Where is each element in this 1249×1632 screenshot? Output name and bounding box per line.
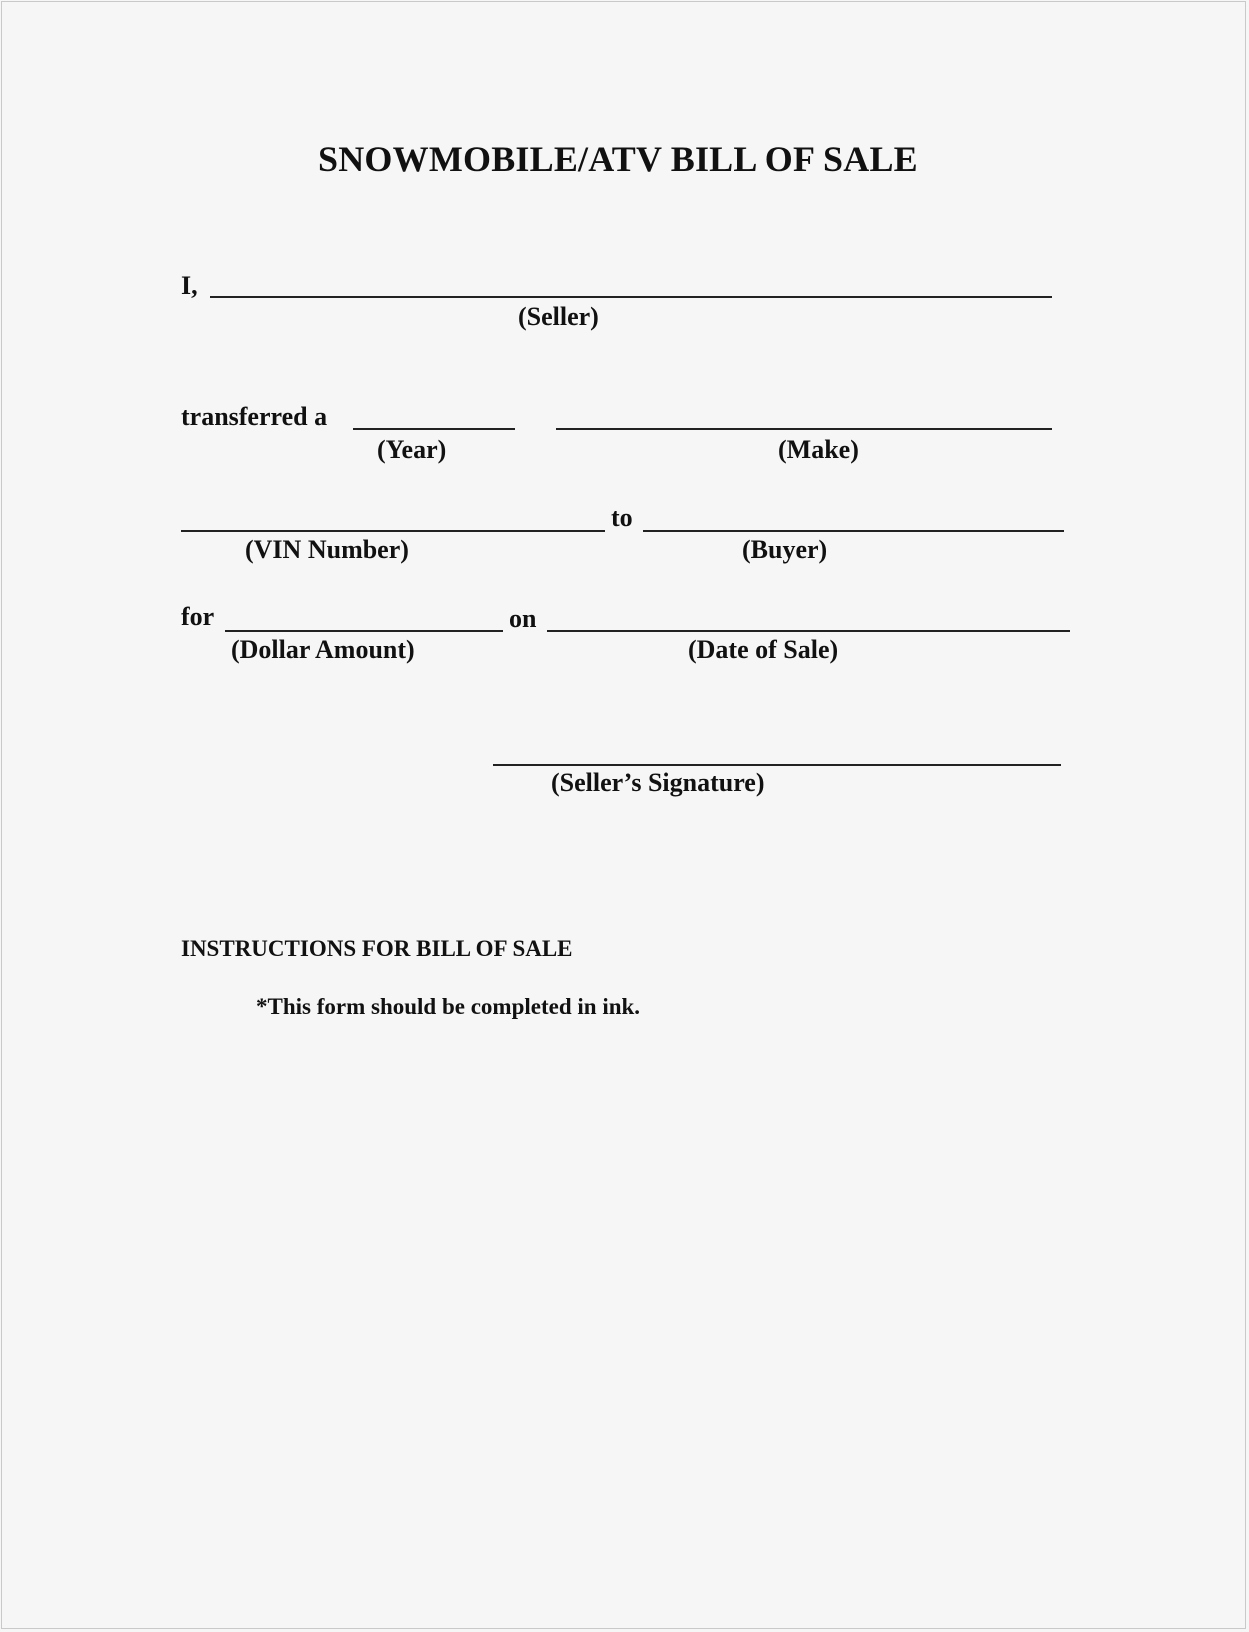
- make-label: (Make): [778, 435, 859, 464]
- make-field[interactable]: [556, 428, 1052, 430]
- document-title: SNOWMOBILE/ATV BILL OF SALE: [318, 139, 918, 179]
- i-prefix-text: I,: [181, 271, 198, 300]
- date-of-sale-label: (Date of Sale): [688, 635, 839, 664]
- seller-signature-field[interactable]: [493, 764, 1061, 766]
- vin-label: (VIN Number): [245, 535, 409, 564]
- dollar-amount-label: (Dollar Amount): [231, 635, 415, 664]
- to-word-text: to: [611, 503, 633, 532]
- dollar-amount-field[interactable]: [225, 630, 503, 632]
- page-border: [1, 1, 1246, 1629]
- date-of-sale-field[interactable]: [547, 630, 1070, 632]
- buyer-label: (Buyer): [742, 535, 828, 564]
- vin-field[interactable]: [181, 530, 605, 532]
- seller-label: (Seller): [518, 302, 599, 331]
- buyer-field[interactable]: [643, 530, 1064, 532]
- seller-signature-label: (Seller’s Signature): [551, 768, 765, 797]
- transferred-prefix-text: transferred a: [181, 402, 328, 431]
- seller-field[interactable]: [210, 296, 1052, 298]
- year-label: (Year): [377, 435, 447, 464]
- instructions-note: *This form should be completed in ink.: [256, 994, 641, 1019]
- on-word-text: on: [509, 604, 537, 633]
- year-field[interactable]: [353, 428, 515, 430]
- instructions-heading: INSTRUCTIONS FOR BILL OF SALE: [181, 936, 573, 961]
- for-word-text: for: [181, 602, 215, 631]
